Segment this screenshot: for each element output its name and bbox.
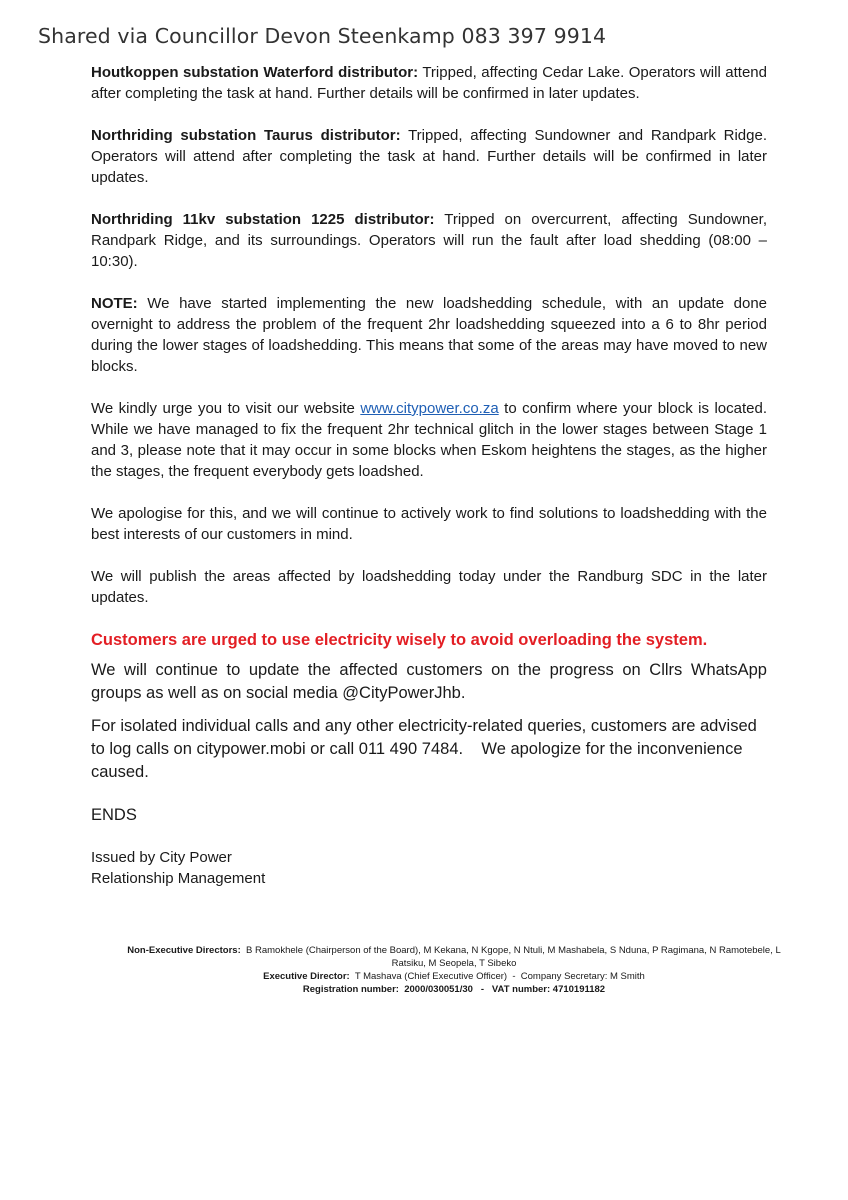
outage-item-1225 — [91, 209, 767, 272]
outage-item-text: Tripped on overcurrent, affecting Sundowner, Randpark Ridge, and its surroundings. Operators will run the fault after load shedding (08:00 – 10:30). — [91, 211, 767, 270]
exec-label: Executive Director: — [263, 971, 350, 982]
exec-names: T Mashava (Chief Executive Officer) - Company Secretary: M Smith — [349, 971, 645, 982]
registration-text: Registration number: 2000/030051/30 - VAT number: 4710191182 — [302, 984, 606, 995]
non-executive-directors — [120, 944, 788, 970]
warning-message: Customers are urged to use electricity wisely to avoid overloading the system. — [91, 631, 708, 649]
non-exec-names: B Ramokhele (Chairperson of the Board), M Kekana, N Kgope, N Ntuli, M Mashabela, S Nduna, P Ragimana, N Ramotebele, L Ratsiku, M Seopela, T Sibeko — [240, 945, 784, 969]
share-banner: Shared via Councillor Devon Steenkamp 083 397 9914 — [38, 24, 607, 48]
issued-dept-line: Relationship Management — [91, 870, 266, 887]
note-label: NOTE: — [91, 295, 138, 312]
update-paragraph: We will continue to update the affected customers on the progress on Cllrs WhatsApp groups as well as on social media @CityPowerJhb. — [91, 661, 767, 702]
website-text-after: to confirm where your block is located. While we have managed to fix the frequent 2hr technical glitch in the lower stages between Stage 1 and 3, please note that it may occur in some blocks when Eskom heightens the stages, as the higher the stages, the frequent everybody gets loadshed. — [91, 400, 767, 480]
outage-item-heading: Northriding substation Taurus distributor: — [91, 127, 401, 144]
directors-footer — [120, 944, 788, 996]
document-body — [91, 62, 767, 889]
citypower-website-link[interactable]: www.citypower.co.za — [360, 400, 499, 417]
executive-director — [120, 970, 788, 983]
website-text-before: We kindly urge you to visit our website — [91, 400, 361, 417]
non-exec-label: Non-Executive Directors: — [127, 945, 241, 956]
outage-item-heading: Northriding 11kv substation 1225 distributor: — [91, 211, 435, 228]
outage-item-heading: Houtkoppen substation Waterford distributor: — [91, 64, 419, 81]
outage-item-text: Tripped, affecting Cedar Lake. Operators will attend after completing the task at hand. Further details will be confirmed in later updates. — [91, 64, 767, 102]
outage-item-text: Tripped, affecting Sundowner and Randpark Ridge. Operators will attend after completing the task at hand. Further details will be confirmed in later updates. — [91, 127, 768, 186]
calls-paragraph: For isolated individual calls and any other electricity-related queries, customers are advised to log calls on citypower.mobi or call 011 490 7484. We apologize for the inconvenience caused. — [91, 717, 762, 781]
note-text: We have started implementing the new loadshedding schedule, with an update done overnight to address the problem of the frequent 2hr loadshedding squeezed into a 6 to 8hr period during the lower stages of loadshedding. This means that some of the areas may have moved to new blocks. — [91, 295, 767, 375]
issued-by-line: Issued by City Power — [91, 849, 232, 866]
registration-line — [120, 983, 788, 996]
publish-paragraph: We will publish the areas affected by loadshedding today under the Randburg SDC in the later updates. — [91, 568, 767, 606]
outage-item-houtkoppen — [91, 62, 767, 104]
website-paragraph — [91, 398, 767, 482]
note-paragraph — [91, 293, 767, 377]
ends-marker: ENDS — [91, 806, 137, 824]
issued-by-block — [91, 847, 767, 889]
apology-paragraph: We apologise for this, and we will continue to actively work to find solutions to loadshedding with the best interests of our customers in mind. — [91, 505, 767, 543]
outage-item-taurus — [91, 125, 767, 188]
